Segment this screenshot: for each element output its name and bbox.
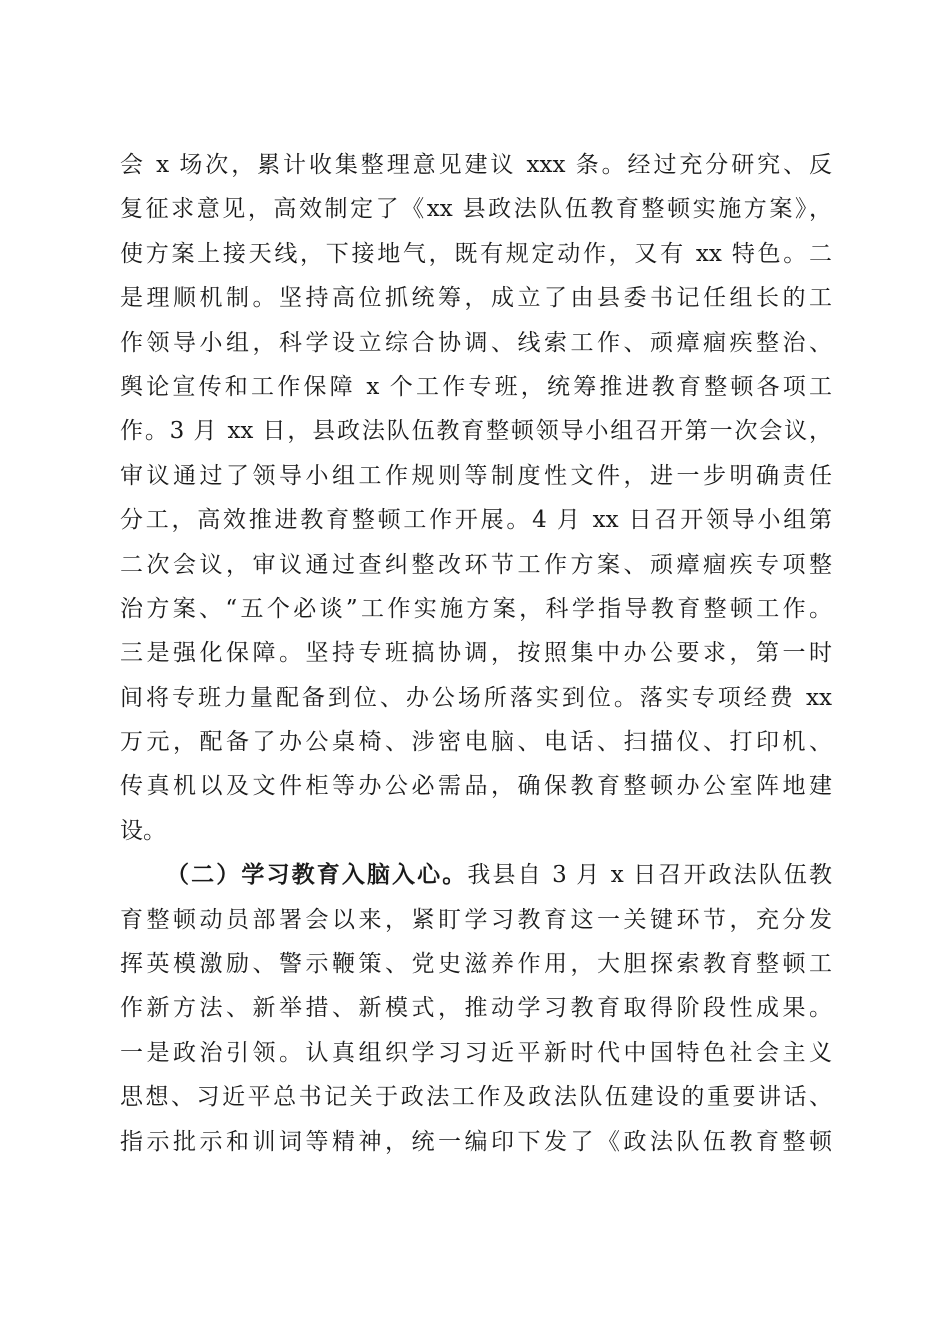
text-line: 治方案、“五个必谈”工作实施方案，科学指导教育整顿工作。: [120, 595, 832, 622]
text-line: 分工，高效推进教育整顿工作开展。4 月 xx 日召开领导小组第: [120, 507, 832, 534]
text-line: 使方案上接天线，下接地气，既有规定动作，又有 xx 特色。二: [120, 240, 832, 267]
text-line: 作领导小组，科学设立综合协调、线索工作、顽瘴痼疾整治、: [120, 329, 832, 356]
text-line: 指示批示和训词等精神，统一编印下发了《政法队伍教育整顿: [120, 1128, 832, 1155]
text-line: 思想、习近平总书记关于政法工作及政法队伍建设的重要讲话、: [120, 1084, 832, 1111]
text-line: 育整顿动员部署会以来，紧盯学习教育这一关键环节，充分发: [120, 906, 832, 933]
text-line: 三是强化保障。坚持专班搞协调，按照集中办公要求，第一时: [120, 640, 832, 667]
text-line: 挥英模激励、警示鞭策、党史滋养作用，大胆探索教育整顿工: [120, 951, 832, 978]
section-heading: （二）学习教育入脑入心。: [166, 861, 468, 889]
text-line: 审议通过了领导小组工作规则等制度性文件，进一步明确责任: [120, 462, 832, 489]
text-line: 二次会议，审议通过查纠整改环节工作方案、顽瘴痼疾专项整: [120, 551, 832, 578]
section-first-line-text: 我县自 3 月 x 日召开政法队伍教: [467, 862, 832, 889]
text-line: 作。3 月 xx 日，县政法队伍教育整顿领导小组召开第一次会议，: [120, 418, 832, 445]
text-line: 传真机以及文件柜等办公必需品，确保教育整顿办公室阵地建: [120, 773, 832, 800]
text-line: 一是政治引领。认真组织学习习近平新时代中国特色社会主义: [120, 1039, 832, 1066]
text-line: 设。: [120, 817, 166, 844]
text-line: 作新方法、新举措、新模式，推动学习教育取得阶段性成果。: [120, 995, 832, 1022]
section-first-line: [120, 853, 832, 897]
text-line: 会 x 场次，累计收集整理意见建议 xxx 条。经过充分研究、反: [120, 152, 832, 178]
text-line: 复征求意见，高效制定了《xx 县政法队伍教育整顿实施方案》，: [120, 196, 832, 223]
text-line: 间将专班力量配备到位、办公场所落实到位。落实专项经费 xx: [120, 684, 832, 711]
text-line: 万元，配备了办公桌椅、涉密电脑、电话、扫描仪、打印机、: [120, 729, 832, 756]
text-line: 是理顺机制。坚持高位抓统筹，成立了由县委书记任组长的工: [120, 285, 832, 312]
document-body: [120, 143, 832, 1164]
text-line: 舆论宣传和工作保障 x 个工作专班，统筹推进教育整顿各项工: [120, 373, 832, 400]
